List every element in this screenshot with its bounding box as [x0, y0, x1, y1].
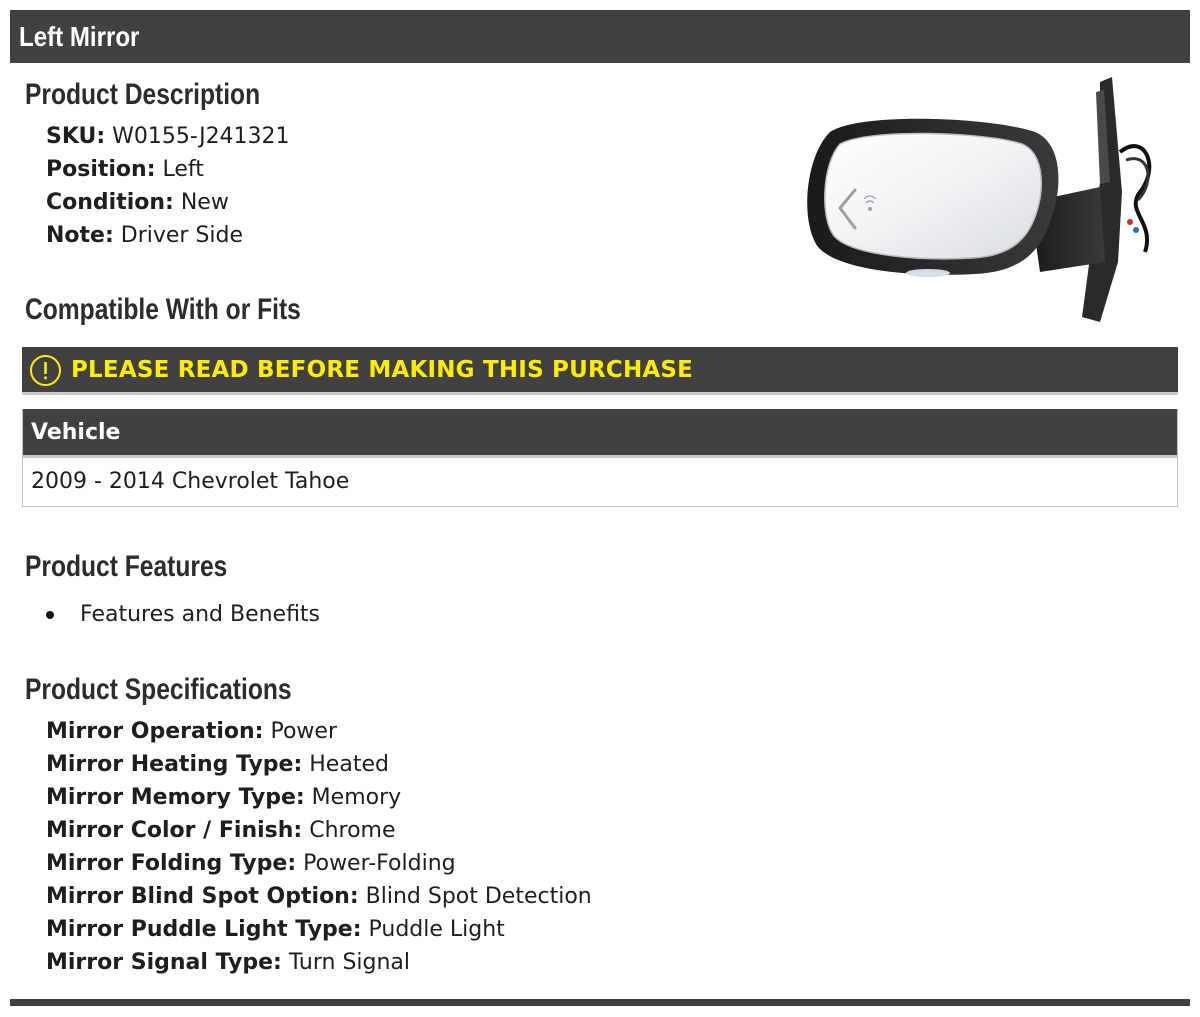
- purchase-notice-banner: [22, 347, 1178, 395]
- description-heading: Product Description: [25, 78, 261, 111]
- specifications-heading: Product Specifications: [25, 673, 292, 706]
- features-heading: Product Features: [25, 550, 228, 583]
- warning-icon: [29, 354, 62, 387]
- spec-row-puddle-light: Mirror Puddle Light Type: Puddle Light: [46, 917, 505, 942]
- vehicle-table: [22, 409, 1178, 507]
- footer-divider: [10, 999, 1190, 1006]
- spec-row-signal: Mirror Signal Type: Turn Signal: [46, 950, 411, 975]
- spec-row-heating: Mirror Heating Type: Heated: [46, 752, 389, 777]
- features-list: [44, 597, 320, 633]
- list-item: Features and Benefits: [44, 597, 320, 633]
- spec-row-folding: Mirror Folding Type: Power-Folding: [46, 851, 456, 876]
- note-row: Note: Driver Side: [46, 223, 244, 248]
- vehicle-row: 2009 - 2014 Chevrolet Tahoe: [31, 469, 350, 494]
- spec-row-operation: Mirror Operation: Power: [46, 719, 337, 744]
- sku-row: SKU: W0155-J241321: [46, 124, 290, 149]
- specifications-list: [46, 715, 592, 979]
- purchase-notice-text: PLEASE READ BEFORE MAKING THIS PURCHASE: [71, 357, 694, 383]
- page-title: Left Mirror: [19, 21, 140, 52]
- spec-row-memory: Mirror Memory Type: Memory: [46, 785, 402, 810]
- page-title-bar: [10, 10, 1190, 63]
- condition-row: Condition: New: [46, 190, 229, 215]
- side-mirror-product-image: [800, 72, 1175, 327]
- compatibility-heading: Compatible With or Fits: [25, 293, 301, 326]
- spec-row-color: Mirror Color / Finish: Chrome: [46, 818, 396, 843]
- vehicle-column-header: Vehicle: [23, 409, 1177, 458]
- description-list: [46, 120, 290, 252]
- position-row: Position: Left: [46, 157, 204, 182]
- spec-row-blind-spot: Mirror Blind Spot Option: Blind Spot Detection: [46, 884, 592, 909]
